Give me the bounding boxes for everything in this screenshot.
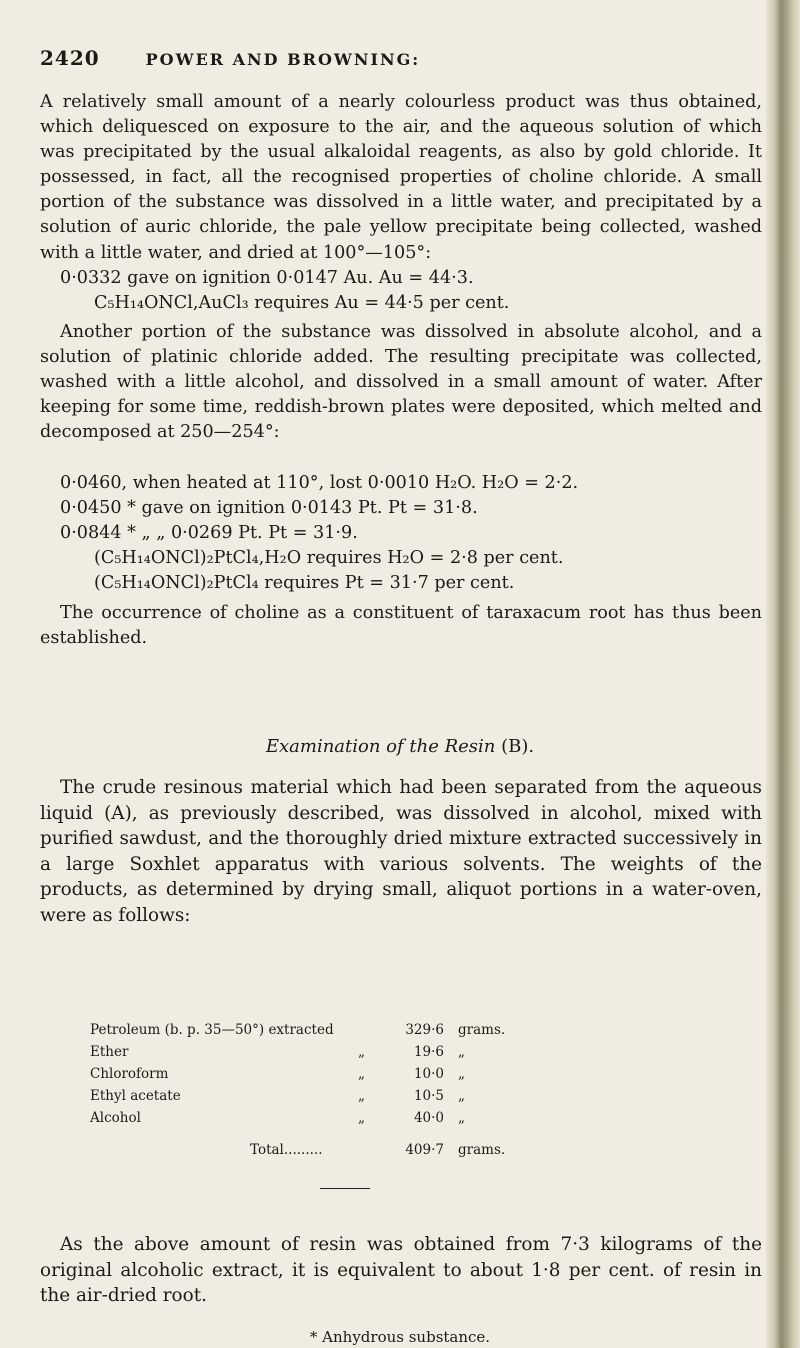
paragraph-resin-yield: As the above amount of resin was obtained from 7·3 kilograms of the original alcoholic extract, it is equivalent to about 1·8 per cent. of resin in the air-dried root. bbox=[40, 1234, 762, 1307]
solvent-name: Ether bbox=[90, 1044, 129, 1060]
platinum-analysis-line-3: 0·0844 * „ „ 0·0269 Pt. Pt = 31·9. bbox=[60, 523, 358, 543]
weight-unit: „ bbox=[458, 1110, 465, 1126]
weight-value: 329·6 bbox=[405, 1022, 444, 1038]
ditto-mark: „ bbox=[358, 1044, 365, 1060]
ditto-mark: „ bbox=[358, 1110, 365, 1126]
solvent-name: Chloroform bbox=[90, 1066, 169, 1082]
ditto-mark: „ bbox=[358, 1088, 365, 1104]
total-rule-divider bbox=[320, 1188, 370, 1189]
paragraph-conclusion: The occurrence of choline as a constituent of taraxacum root has thus been established. bbox=[40, 603, 762, 649]
page-number: 2420 bbox=[40, 46, 100, 70]
paragraph-resin-extraction: The crude resinous material which had been separated from the aqueous liquid (A), as previously described, was dissolved in alcohol, mixed with purified sawdust, and the thoroughly dried mixture extracted successively in a large Soxhlet apparatus with various solvents. The weights of the products, as determined by drying small, aliquot portions in a water-oven, were as follows: bbox=[40, 777, 762, 926]
running-header bbox=[40, 46, 420, 70]
total-unit: grams. bbox=[458, 1142, 506, 1158]
solvent-name: Ethyl acetate bbox=[90, 1088, 181, 1104]
total-value: 409·7 bbox=[405, 1142, 444, 1158]
section-heading bbox=[0, 736, 800, 757]
page-edge-shadow bbox=[766, 0, 800, 1348]
section-heading-label: (B). bbox=[501, 736, 535, 757]
solvent-name: Petroleum (b. p. 35—50°) extracted bbox=[90, 1022, 334, 1038]
weight-unit: „ bbox=[458, 1088, 465, 1104]
weight-value: 10·0 bbox=[413, 1066, 444, 1082]
weight-unit: „ bbox=[458, 1066, 465, 1082]
platinum-formula-line-2: (C₅H₁₄ONCl)₂PtCl₄ requires Pt = 31·7 per cent. bbox=[94, 573, 515, 593]
weight-unit: „ bbox=[458, 1044, 465, 1060]
total-label: Total......... bbox=[250, 1142, 323, 1158]
platinum-formula-line-1: (C₅H₁₄ONCl)₂PtCl₄,H₂O requires H₂O = 2·8 per cent. bbox=[94, 548, 564, 568]
section-heading-title: Examination of the Resin bbox=[265, 736, 496, 757]
weight-value: 40·0 bbox=[413, 1110, 444, 1126]
platinum-analysis-line-1: 0·0460, when heated at 110°, lost 0·0010 H₂O. H₂O = 2·2. bbox=[60, 473, 579, 493]
paragraph-choline-gold: A relatively small amount of a nearly colourless product was thus obtained, which deliquesced on exposure to the air, and the aqueous solution of which was precipitated by the usual alkaloidal reagents, as also by gold chloride. It possessed, in fact, all the recognised properties of choline chloride. A small portion of the substance was dissolved in a little water, and precipitated by a solution of auric chloride, the pale yellow precipitate being collected, washed with a little water, and dried at 100°—105°: bbox=[40, 92, 762, 263]
platinum-analysis-line-2: 0·0450 * gave on ignition 0·0143 Pt. Pt = 31·8. bbox=[60, 498, 478, 518]
weight-value: 10·5 bbox=[413, 1088, 444, 1104]
weight-value: 19·6 bbox=[413, 1044, 444, 1060]
paragraph-platinic: Another portion of the substance was dissolved in absolute alcohol, and a solution of platinic chloride added. The resulting precipitate was collected, washed with a little alcohol, and dissolved in a small amount of water. After keeping for some time, reddish-brown plates were deposited, which melted and decomposed at 250—254°: bbox=[40, 322, 762, 443]
gold-analysis-line: 0·0332 gave on ignition 0·0147 Au. Au = 44·3. bbox=[60, 268, 474, 288]
ditto-mark: „ bbox=[358, 1066, 365, 1082]
solvent-name: Alcohol bbox=[90, 1110, 141, 1126]
gold-formula-line: C₅H₁₄ONCl,AuCl₃ requires Au = 44·5 per cent. bbox=[94, 293, 510, 313]
weight-unit: grams. bbox=[458, 1022, 506, 1038]
footnote: * Anhydrous substance. bbox=[309, 1328, 491, 1346]
running-title: POWER AND BROWNING: bbox=[145, 50, 421, 69]
